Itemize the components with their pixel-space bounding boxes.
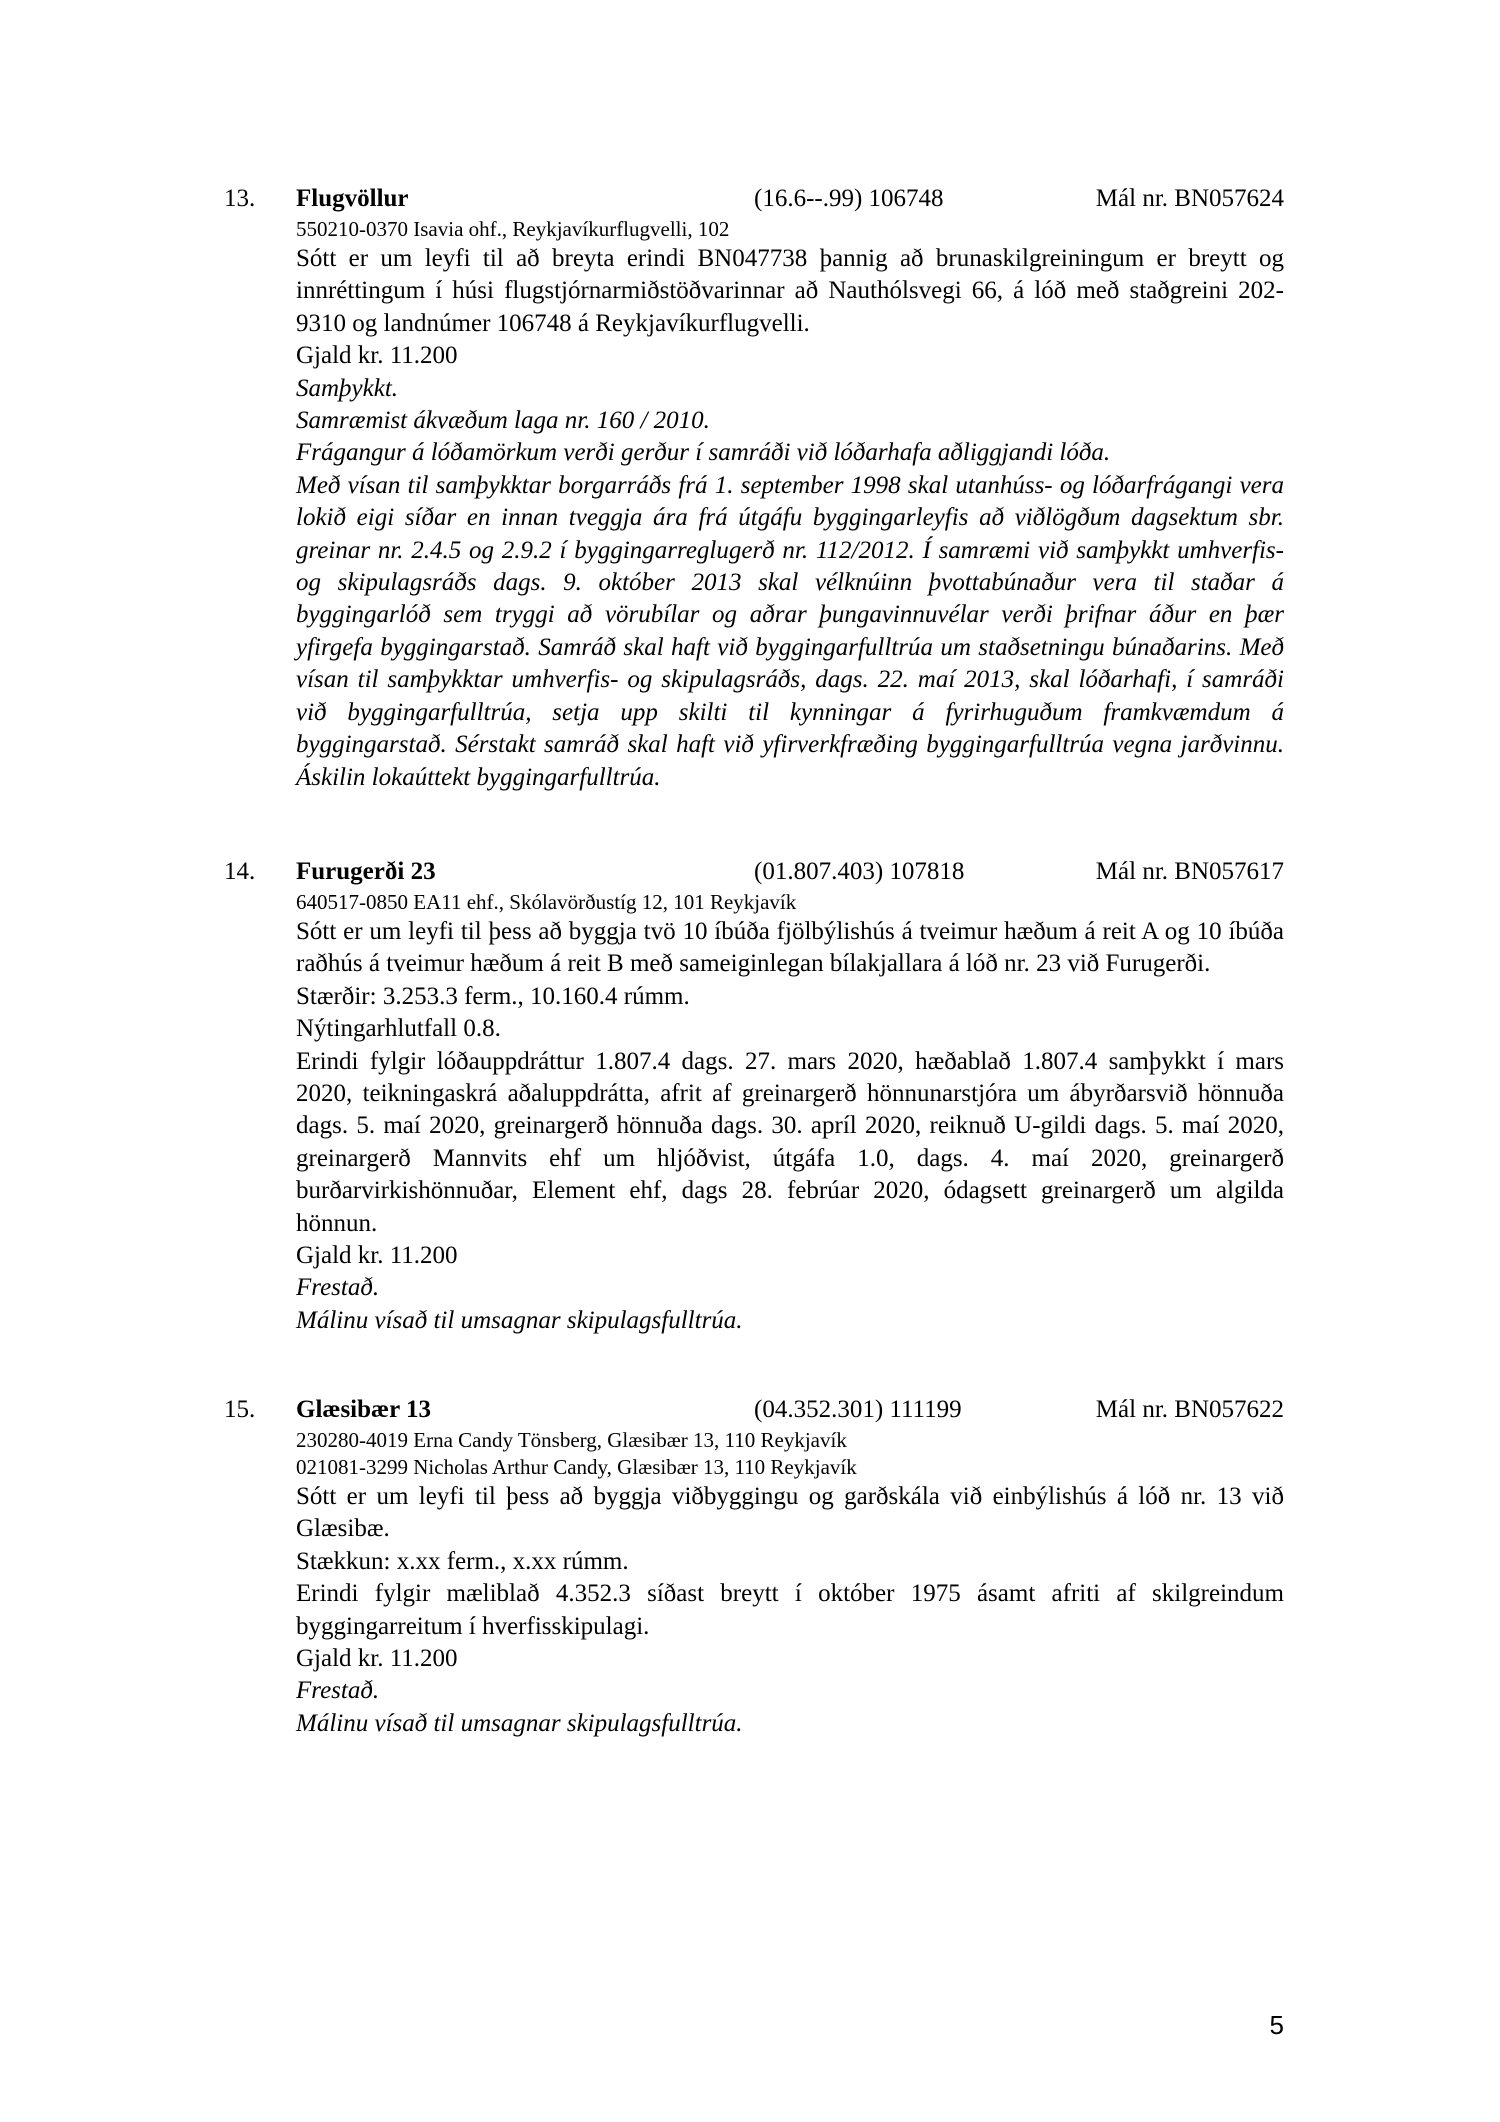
case-title: Furugerði 23: [296, 858, 436, 885]
condition-note: Samræmist ákvæðum laga nr. 160 / 2010.: [296, 407, 710, 435]
condition-note: Með vísan til samþykktar borgarráðs frá 1. september 1998 skal utanhúss- og lóðarfrágangi vera lokið eigi síðar en innan tveggja ára frá útgáfu byggingarleyfis að viðlögðum dagsektum sbr. greinar nr. 2.4.5 og 2.9.2 í byggingarreglugerð nr. 112/2012. Í samræmi við samþykkt umhverfis- og skipulagsráðs dags. 9. október 2013 skal vélknúinn þvottabúnaður vera til staðar á byggingarlóð sem tryggi að vörubílar og aðrar þungavinnuvélar verði þrifnar áður en þær yfirgefa byggingarstað. Samráð skal haft við byggingarfulltrúa um staðsetningu búnaðarins. Með vísan til samþykktar umhverfis- og skipulagsráðs, dags. 22. maí 2013, skal lóðarhafi, í samráði við byggingarfulltrúa, setja upp skilti til kynningar á fyrirhuguðum framkvæmdum á byggingarstað. Sérstakt samráð skal haft við yfirverkfræðing byggingarfulltrúa vegna jarðvinnu. Áskilin lokaúttekt byggingarfulltrúa.: [296, 471, 1284, 791]
attached-documents: Erindi fylgir mæliblað 4.352.3 síðast breytt í október 1975 ásamt afriti af skilgreindum byggingarreitum í hverfisskipulagi.: [296, 1580, 1284, 1640]
referral-note: Málinu vísað til umsagnar skipulagsfulltrúa.: [296, 1709, 743, 1737]
applicant: 550210-0370 Isavia ohf., Reykjavíkurflugvelli, 102: [296, 217, 730, 241]
case-14: [224, 855, 1284, 1337]
case-description: Sótt er um leyfi til þess að byggja tvö 10 íbúða fjölbýlishús á tveimur hæðum á reit A og 10 íbúða raðhús á tveimur hæðum á reit B með sameiginlegan bílakjallara á lóð nr. 23 við Furugerði.: [296, 918, 1284, 978]
case-number: 13.: [224, 185, 256, 212]
fee: Gjald kr. 11.200: [296, 1242, 458, 1270]
referral-note: Málinu vísað til umsagnar skipulagsfulltrúa.: [296, 1306, 743, 1334]
fee: Gjald kr. 11.200: [296, 1645, 458, 1673]
case-header: [224, 855, 1284, 889]
applicant: 640517-0850 EA11 ehf., Skólavörðustíg 12, 101 Reykjavík: [296, 890, 797, 914]
decision: Frestað.: [296, 1677, 380, 1705]
case-number-mal: Mál nr. BN057617: [1095, 858, 1284, 885]
case-13: [224, 182, 1284, 794]
fee: Gjald kr. 11.200: [296, 342, 458, 370]
size: Stærðir: 3.253.3 ferm., 10.160.4 rúmm.: [296, 982, 690, 1010]
case-header: [224, 182, 1284, 216]
case-number-mal: Mál nr. BN057622: [1095, 1396, 1284, 1423]
case-body: [296, 216, 1284, 794]
size: Stækkun: x.xx ferm., x.xx rúmm.: [296, 1547, 629, 1575]
applicant: 021081-3299 Nicholas Arthur Candy, Glæsibær 13, 110 Reykjavík: [296, 1455, 857, 1479]
case-body: [296, 1427, 1284, 1740]
case-description: Sótt er um leyfi til að breyta erindi BN047738 þannig að brunaskilgreiningum er breytt og innréttingum í húsi flugstjórnarmiðstöðvarinnar að Nauthólsvegi 66, á lóð með staðgreini 202-9310 og landnúmer 106748 á Reykjavíkurflugvelli.: [296, 245, 1284, 337]
case-header: [224, 1393, 1284, 1427]
decision: Frestað.: [296, 1274, 380, 1302]
case-number-mal: Mál nr. BN057624: [1095, 185, 1284, 212]
case-reference: (16.6--.99) 106748: [754, 185, 944, 212]
condition-note: Frágangur á lóðamörkum verði gerður í samráði við lóðarhafa aðliggjandi lóða.: [296, 439, 1111, 467]
case-title: Glæsibær 13: [296, 1396, 431, 1423]
case-reference: (01.807.403) 107818: [754, 858, 965, 885]
attached-documents: Erindi fylgir lóðauppdráttur 1.807.4 dags. 27. mars 2020, hæðablað 1.807.4 samþykkt í mars 2020, teikningaskrá aðaluppdrátta, afrit af greinargerð hönnunarstjóra um ábyrðarsvið hönnuða dags. 5. maí 2020, greinargerð hönnuða dags. 30. apríl 2020, reiknuð U-gildi dags. 5. maí 2020, greinargerð Mannvits ehf um hljóðvist, útgáfa 1.0, dags. 4. maí 2020, greinargerð burðarvirkishönnuðar, Element ehf, dags 28. febrúar 2020, ódagsett greinargerð um algilda hönnun.: [296, 1047, 1284, 1237]
case-number: 15.: [224, 1396, 256, 1423]
case-body: [296, 889, 1284, 1337]
decision: Samþykkt.: [296, 374, 399, 402]
case-reference: (04.352.301) 111199: [754, 1396, 962, 1423]
case-description: Sótt er um leyfi til þess að byggja viðbyggingu og garðskála við einbýlishús á lóð nr. 13 við Glæsibæ.: [296, 1483, 1284, 1543]
utilization-ratio: Nýtingarhlutfall 0.8.: [296, 1015, 501, 1043]
page-number: 5: [1269, 2010, 1284, 2040]
case-number: 14.: [224, 858, 256, 885]
case-15: [224, 1393, 1284, 1740]
case-title: Flugvöllur: [296, 185, 409, 212]
applicant: 230280-4019 Erna Candy Tönsberg, Glæsibær 13, 110 Reykjavík: [296, 1428, 847, 1452]
